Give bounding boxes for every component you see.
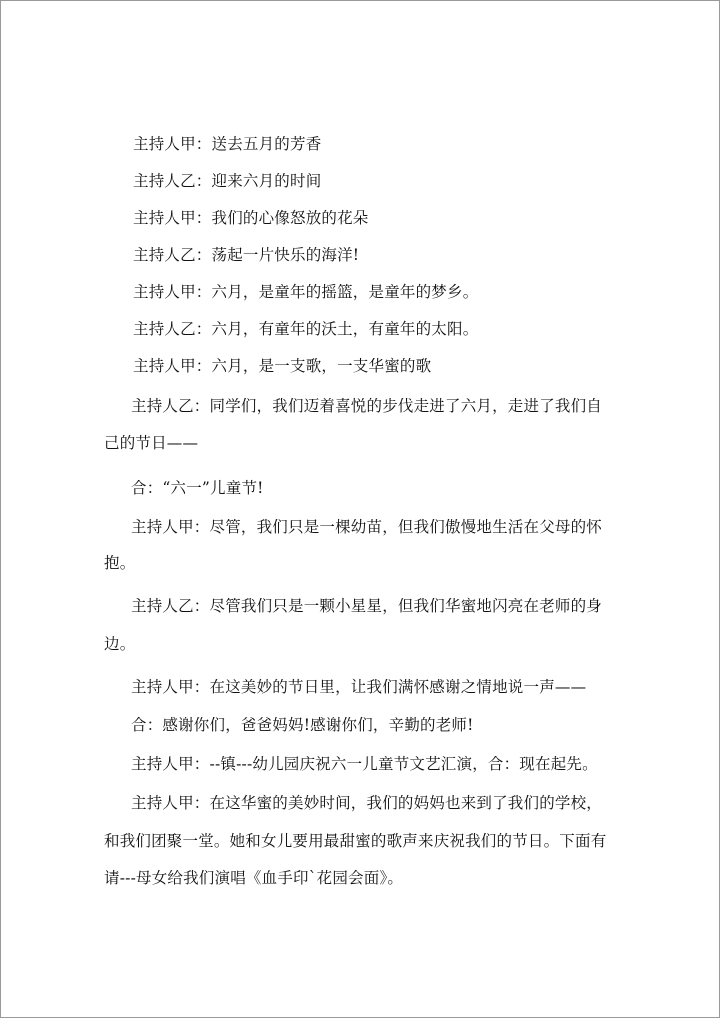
text-line: 边。 [104, 635, 136, 653]
text-line: 主持人甲：在这美妙的节日里，让我们满怀感谢之情地说一声—— [131, 678, 587, 696]
text-line: 主持人甲：我们的心像怒放的花朵 [133, 209, 369, 227]
text-line: 主持人甲：尽管，我们只是一棵幼苗，但我们傲慢地生活在父母的怀 [131, 518, 603, 536]
text-line: 主持人甲：六月，是童年的摇篮，是童年的梦乡。 [133, 283, 479, 301]
text-line: 主持人乙：同学们，我们迈着喜悦的步伐走进了六月，走进了我们自 [131, 397, 603, 415]
text-line: 合：感谢你们，爸爸妈妈!感谢你们，辛勤的老师! [131, 716, 474, 734]
text-line: 和我们团聚一堂。她和女儿要用最甜蜜的歌声来庆祝我们的节日。下面有 [104, 832, 607, 850]
text-line: 请---母女给我们演唱《血手印`花园会面》。 [104, 869, 404, 887]
text-line: 主持人甲：在这华蜜的美妙时间，我们的妈妈也来到了我们的学校， [131, 794, 603, 812]
text-line: 主持人乙：荡起一片快乐的海洋! [133, 246, 360, 264]
text-line: 主持人乙：迎来六月的时间 [133, 172, 322, 190]
text-line: 己的节日—— [104, 434, 199, 452]
text-line: 主持人乙：六月，有童年的沃土，有童年的太阳。 [133, 320, 479, 338]
text-line: 主持人甲：送去五月的芳香 [133, 135, 322, 153]
text-line: 主持人甲：--镇---幼儿园庆祝六一儿童节文艺汇演，合：现在起先。 [131, 755, 598, 773]
text-line: 抱。 [104, 554, 136, 572]
text-line: 合：“六一”儿童节! [131, 479, 264, 497]
text-line: 主持人甲：六月，是一支歌，一支华蜜的歌 [133, 357, 432, 375]
text-line: 主持人乙：尽管我们只是一颗小星星，但我们华蜜地闪亮在老师的身 [131, 597, 603, 615]
